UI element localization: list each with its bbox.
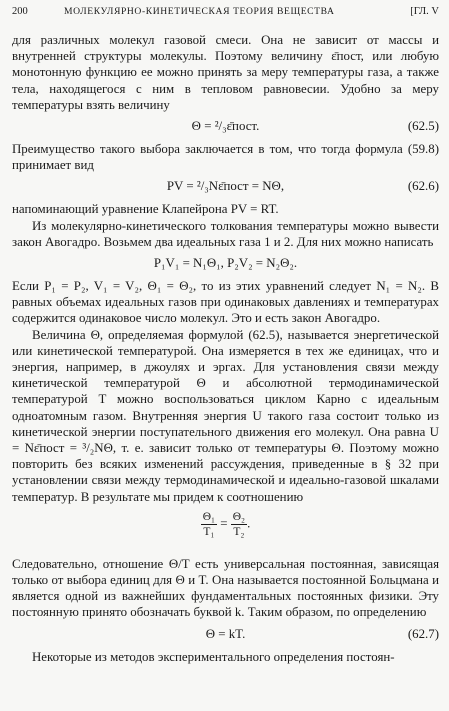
equation-expression: P₁V₁ = N₁Θ₁, P₂V₂ = N₂Θ₂. [153,256,298,271]
paragraph: Следовательно, отношение Θ/T есть универсальная постоянная, зависящая только от выбора единиц для Θ и T. Она называется постоянной Больцмана и является одной из важнейших фундаментальных постоянных физики. Эту постоянную принято обозначать буквой k. Таким образом, по определению [12,556,439,620]
equals-sign: = [217,516,231,531]
page-body [12,32,439,665]
equation-number: (62.7) [407,626,439,641]
paragraph: Преимущество такого выбора заключается в том, что тогда формула (59.8) принимает вид [12,142,439,173]
paragraph: напоминающий уравнение Клапейрона PV = RT. [12,202,279,217]
paragraph: Если P₁ = P₂, V₁ = V₂, Θ₁ = Θ₂, то из этих уравнений следует N₁ = N₂. В равных объемах идеальных газов при одинаковых давлениях и температурах содержится одинаковое число молекул. Это и есть закон Авогадро. [12,279,439,326]
running-title: МОЛЕКУЛЯРНО-КИНЕТИЧЕСКАЯ ТЕОРИЯ ВЕЩЕСТВА [64,6,335,17]
equation-number: (62.5) [407,119,439,134]
equation-number: (62.6) [407,179,439,194]
numerator: Θ₁ [202,510,216,523]
equation-expression: Θ = kT. [205,626,246,641]
equation-avogadro [12,253,439,275]
equation-62-5 [12,116,439,138]
paragraph: Величина Θ, определяемая формулой (62.5), называется энергетической или кинетической температурой. Она измеряется в тех же единицах, что и энергия, например, в джоулях и эргах. Для установления связи между кинетической температурой Θ и абсолютной термодинамической температурой T можно воспользоваться циклом Карно с идеальным одноатомным газом. Внутренняя энергия U такого газа состоит только из кинетической энергии поступательного движения его молекул. Она равна U = Nε̄пост = ³/₂NΘ, т. е. зависит только от температуры Θ. Поэтому можно повторить без всяких изменений рассуждения, приведенные в § 32 при установлении связи между термодинамической и идеально-газовой шкалами температур. В результате мы придем к соотношению [12,327,439,504]
equation-expression: Θ = ²/₃ε̄пост. [191,119,260,134]
fraction [231,510,247,539]
paragraph: Из молекулярно-кинетического толкования температуры можно вывести закон Авогадро. Возьмем два идеальных газа 1 и 2. Для них можно написать [12,218,439,249]
page-number: 200 [12,6,28,17]
chapter-label: [ГЛ. V [410,6,439,17]
fraction [201,510,217,539]
paragraph: Некоторые из методов экспериментального определения постоян- [32,649,395,664]
denominator: T₂ [233,525,245,538]
equation-62-6 [12,176,439,198]
numerator: Θ₂ [232,510,246,523]
denominator: T₁ [203,525,215,538]
running-header [12,6,439,22]
equation-ratio [12,508,439,550]
period: . [247,516,251,531]
paragraph: для различных молекул газовой смеси. Она не зависит от массы и внутренней структуры молекулы. Поэтому величину ε̄пост, или любую монотонную функцию ее можно принять за меру температуры газа, а также тела, находящегося с ним в тепловом равновесии. Удобно за меру температуры взять величину [12,33,439,112]
equation-62-7 [12,624,439,646]
equation-expression [12,510,439,539]
equation-expression: PV = ²/₃Nε̄пост = NΘ, [166,179,285,194]
